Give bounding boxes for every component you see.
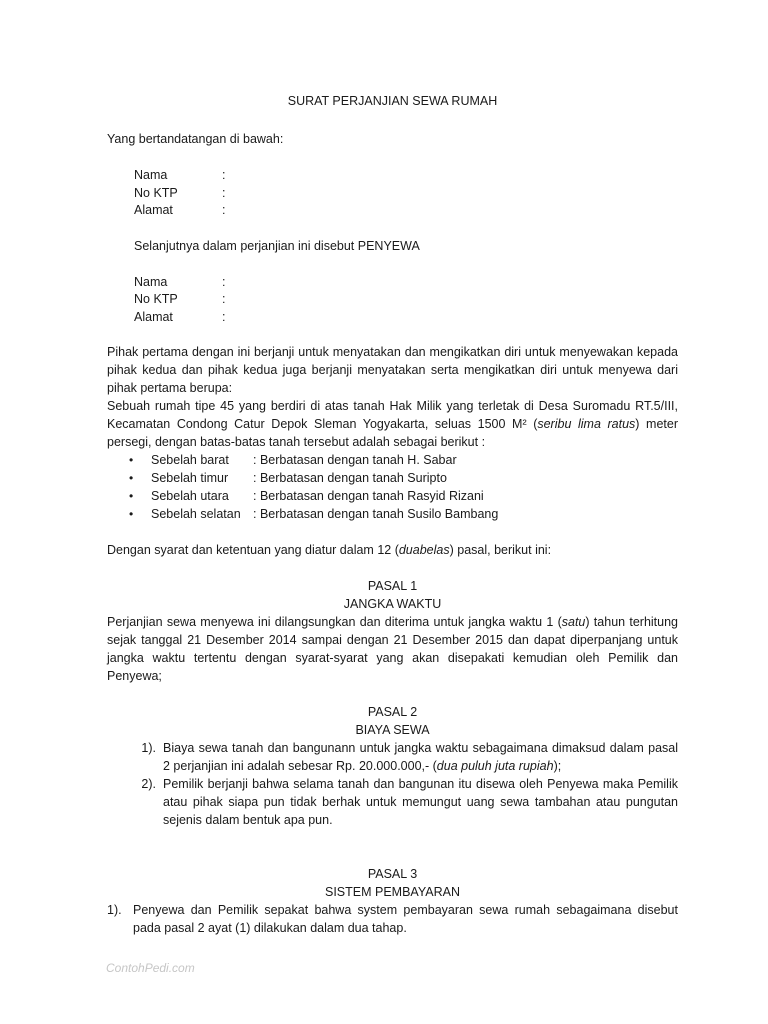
field-label-nama: Nama <box>134 168 168 182</box>
bullet-icon: • <box>129 453 134 467</box>
bullet-icon: • <box>129 489 134 503</box>
item-text: Penyewa dan Pemilik sepakat bahwa system pembayaran sewa rumah sebagaimana disebut pada pasal 2 ayat (1) dilakukan dalam dua tahap. <box>133 903 678 935</box>
pasal-1-heading: JANGKA WAKTU <box>343 597 442 611</box>
terms-text-b: ) pasal, berikut ini: <box>449 543 552 557</box>
bullet-icon: • <box>129 471 134 485</box>
paragraph-agreement: Pihak pertama dengan ini berjanji untuk menyatakan dan mengikatkan diri untuk menyewakan kepada pihak kedua dan pihak kedua juga berjanji menyatakan serta mengikatkan diri untuk menyewa dari pihak pertama berupa: <box>107 345 678 395</box>
pasal-2-number: PASAL 2 <box>367 705 418 719</box>
field-row <box>134 201 678 219</box>
list-item <box>129 487 678 505</box>
item-text <box>156 739 678 775</box>
pasal-3-number: PASAL 3 <box>367 867 418 881</box>
terms-text-a: Dengan syarat dan ketentuan yang diatur dalam 12 ( <box>107 543 399 557</box>
item-text-a: Pemilik berjanji bahwa selama tanah dan bangunan itu disewa oleh Penyewa maka Pemilik atau pihak siapa pun tidak berhak untuk memungut uang sewa tambahan atau pungutan sejenis dalam bentuk apa pun. <box>163 777 678 827</box>
field-colon: : <box>222 168 226 182</box>
item-number: 2). <box>141 777 156 791</box>
item-text <box>156 775 678 829</box>
pasal-1-italic: satu <box>561 615 586 629</box>
pasal-1-number: PASAL 1 <box>367 579 418 593</box>
field-row <box>134 273 678 291</box>
party1-fields <box>134 166 678 325</box>
intro-text: Yang bertandatangan di bawah: <box>107 132 284 146</box>
item-italic: dua puluh juta rupiah <box>436 759 554 773</box>
border-description: : Berbatasan dengan tanah H. Sabar <box>253 453 457 467</box>
list-item <box>107 739 678 775</box>
field-colon: : <box>222 203 226 217</box>
field-colon: : <box>222 309 226 324</box>
field-row <box>134 166 678 184</box>
pasal-2-section <box>107 703 678 829</box>
field-row <box>134 308 678 326</box>
property-italic: seribu lima ratus <box>537 417 636 431</box>
border-description: : Berbatasan dengan tanah Rasyid Rizani <box>253 489 484 503</box>
field-colon: : <box>222 185 226 200</box>
watermark-text: ContohPedi.com <box>106 961 195 975</box>
item-number: 1). <box>141 741 156 755</box>
field-row <box>134 184 678 202</box>
border-list <box>129 451 678 523</box>
terms-italic: duabelas <box>398 543 450 557</box>
field-label-nama: Nama <box>134 274 168 289</box>
property-text-b: ) meter persegi, dengan batas-batas tanah tersebut adalah sebagai berikut : <box>107 417 678 449</box>
list-item <box>129 451 678 469</box>
border-side: Sebelah selatan <box>151 507 241 521</box>
pasal-3-list <box>107 901 678 937</box>
list-item <box>129 469 678 487</box>
field-row <box>134 290 678 308</box>
border-side: Sebelah utara <box>151 489 229 503</box>
document-body <box>107 92 678 937</box>
border-side: Sebelah barat <box>151 453 229 467</box>
pasal-1-text <box>107 613 678 685</box>
pasal-1-text-b: ) tahun terhitung sejak tanggal 21 Desember 2014 sampai dengan 21 Desember 2015 dan dapat diperpanjang untuk jangka waktu tertentu dengan syarat-syarat yang akan disepakati kemudian oleh Pemilik dan Penyewa; <box>107 615 678 683</box>
border-description: : Berbatasan dengan tanah Suripto <box>253 471 447 485</box>
list-item <box>107 775 678 829</box>
item-number: 1). <box>107 903 122 917</box>
property-text-a: Sebuah rumah tipe 45 yang berdiri di atas tanah Hak Milik yang terletak di Desa Suromadu RT.5/III, Kecamatan Condong Catur Depok Sleman Yogyakarta, seluas 1500 M² ( <box>107 399 678 431</box>
bullet-icon: • <box>129 507 134 521</box>
pasal-2-heading: BIAYA SEWA <box>355 723 430 737</box>
pasal-3-heading: SISTEM PEMBAYARAN <box>325 885 460 899</box>
list-item <box>129 505 678 523</box>
border-description: : Berbatasan dengan tanah Susilo Bambang <box>253 507 499 521</box>
paragraph-property <box>107 397 678 451</box>
field-label-ktp: No KTP <box>134 292 178 306</box>
field-label-ktp: No KTP <box>134 185 178 200</box>
pasal-2-list <box>107 739 678 829</box>
terms-intro <box>107 541 678 559</box>
field-label-alamat: Alamat <box>134 203 173 217</box>
pasal-3-section <box>107 865 678 937</box>
border-side: Sebelah timur <box>151 471 229 485</box>
field-colon: : <box>222 292 226 306</box>
field-label-alamat: Alamat <box>134 309 173 324</box>
item-text-b: ); <box>553 759 562 773</box>
item-text-a: Biaya sewa tanah dan bangunann untuk jangka waktu sebagaimana dimaksud dalam pasal 2 perjanjian ini adalah sebesar Rp. 20.000.000,- ( <box>163 741 678 773</box>
pasal-1-text-a: Perjanjian sewa menyewa ini dilangsungkan dan diterima untuk jangka waktu 1 ( <box>107 615 562 629</box>
document-title: SURAT PERJANJIAN SEWA RUMAH <box>287 94 498 108</box>
pasal-1-section <box>107 577 678 685</box>
list-item <box>107 901 678 937</box>
field-colon: : <box>222 274 226 289</box>
party1-description: Selanjutnya dalam perjanjian ini disebut PENYEWA <box>134 238 420 253</box>
